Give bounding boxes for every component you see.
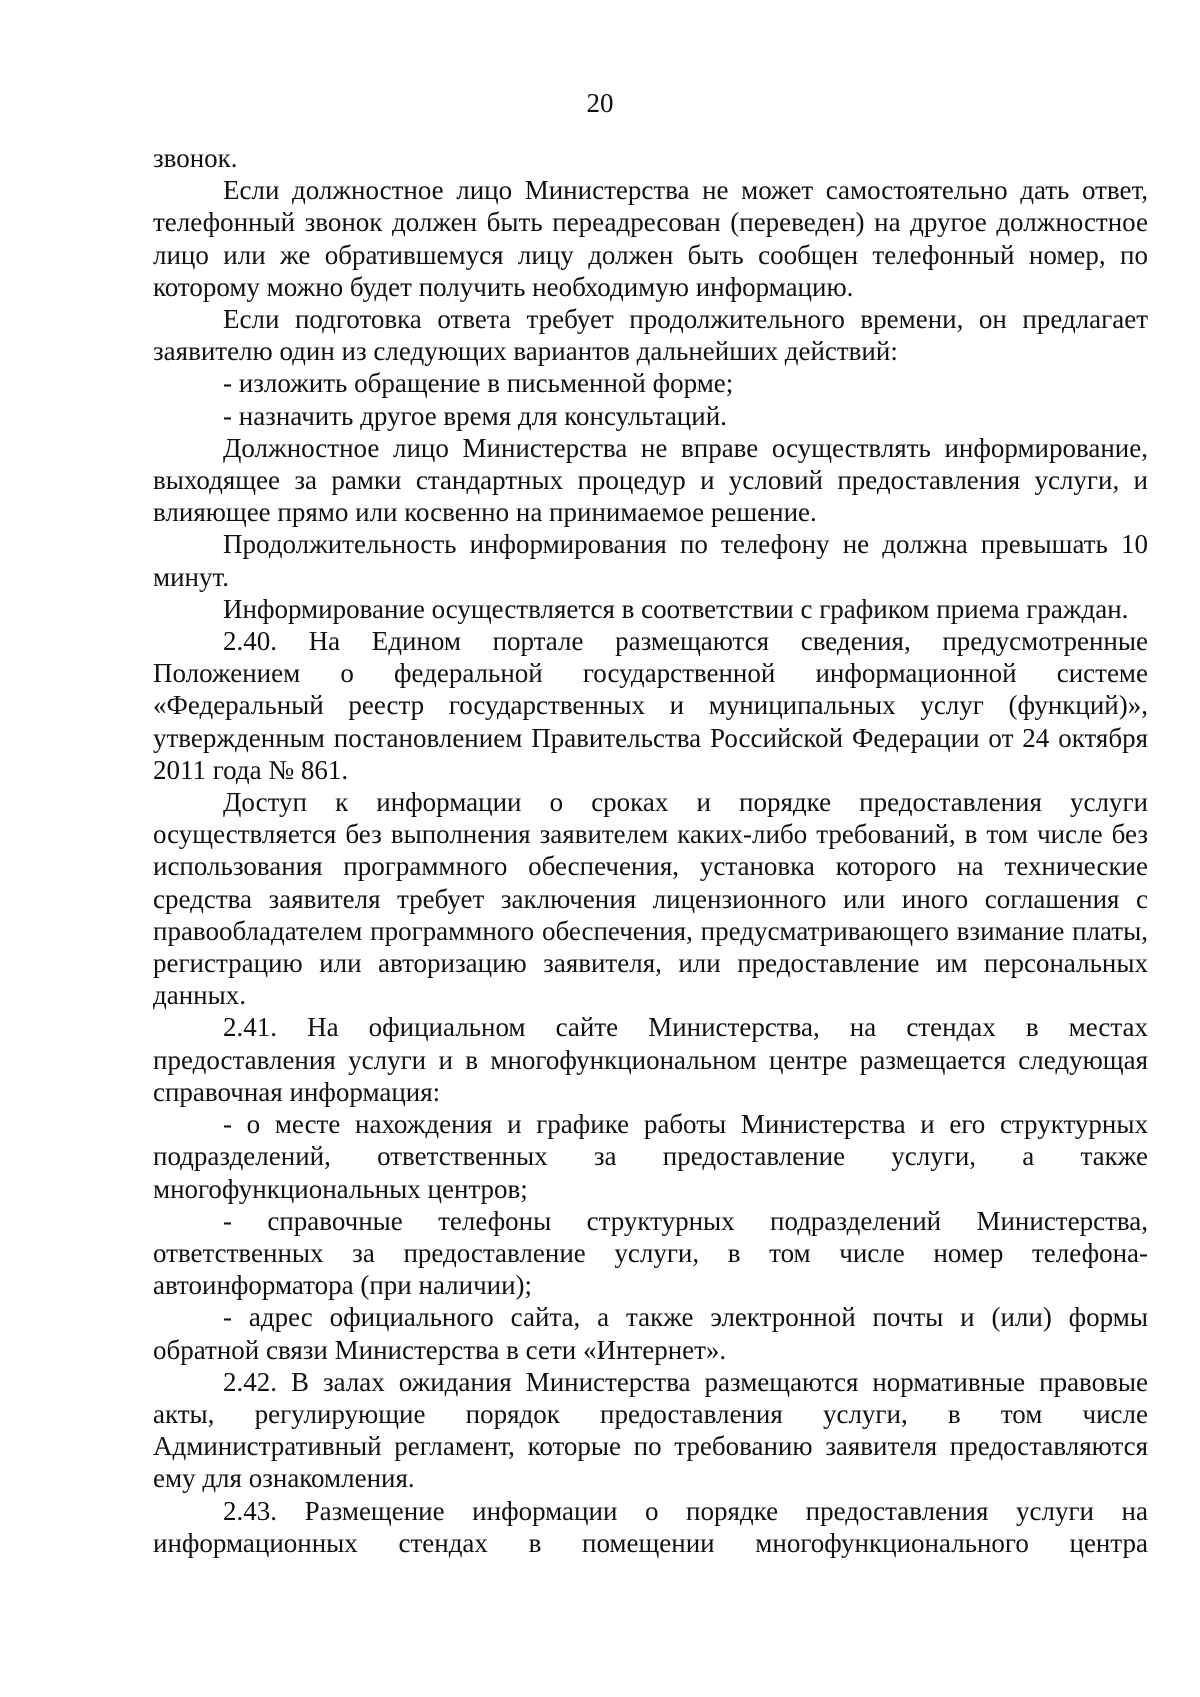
paragraph-informing-limits: Должностное лицо Министерства не вправе осуществлять информирование, выходящее за рамки стандартных процедур и условий предоставления услуги, и влияющее прямо или косвенно на принимаемое решение. <box>153 432 1148 528</box>
paragraph-continuation: звонок. <box>153 143 238 173</box>
document-body <box>153 142 1148 1559</box>
paragraph-schedule: Информирование осуществляется в соответствии с графиком приема граждан. <box>223 593 1129 624</box>
list-item-other-time: - назначить другое время для консультаций. <box>223 400 727 431</box>
paragraph-access-info: Доступ к информации о сроках и порядке предоставления услуги осуществляется без выполнения заявителем каких-либо требований, в том числе без использования программного обеспечения, установка которого на технические средства заявителя требует заключения лицензионного или иного соглашения с правообладателем программного обеспечения, предусматривающего взимание платы, регистрацию или авторизацию заявителя, или предоставление им персональных данных. <box>153 787 1148 1011</box>
paragraph-duration: Продолжительность информирования по телефону не должна превышать 10 минут. <box>153 529 1148 592</box>
section-2-43: 2.43. Размещение информации о порядке предоставления услуги на информационных стендах в помещении многофункционального центра <box>153 1495 1148 1558</box>
section-2-40: 2.40. На Едином портале размещаются сведения, предусмотренные Положением о федеральной государственной информационной системе «Федеральный реестр государственных и муниципальных услуг (функций)», утвержденным постановлением Правительства Российской Федерации от 24 октября 2011 года № 861. <box>153 626 1148 785</box>
list-item-written-form: - изложить обращение в письменной форме; <box>223 368 734 399</box>
list-item-location: - о месте нахождения и графике работы Министерства и его структурных подразделений, ответственных за предоставление услуги, а также многофункциональных центров; <box>153 1109 1148 1204</box>
page-number: 20 <box>586 88 614 118</box>
list-item-website: - адрес официального сайта, а также электронной почты и (или) формы обратной связи Министерства в сети «Интернет». <box>153 1302 1148 1365</box>
section-2-41: 2.41. На официальном сайте Министерства, на стендах в местах предоставления услуги и в многофункциональном центре размещается следующая справочная информация: <box>153 1012 1148 1107</box>
paragraph-long-response: Если подготовка ответа требует продолжительного времени, он предлагает заявителю один из следующих вариантов дальнейших действий: <box>153 304 1148 367</box>
paragraph-redirect-call: Если должностное лицо Министерства не может самостоятельно дать ответ, телефонный звонок должен быть переадресован (переведен) на другое должностное лицо или же обратившемуся лицу должен быть сообщен телефонный номер, по которому можно будет получить необходимую информацию. <box>153 175 1148 302</box>
list-item-phones: - справочные телефоны структурных подразделений Министерства, ответственных за предоставление услуги, в том числе номер телефона-автоинформатора (при наличии); <box>153 1205 1148 1301</box>
section-2-42: 2.42. В залах ожидания Министерства размещаются нормативные правовые акты, регулирующие порядок предоставления услуги, в том числе Административный регламент, которые по требованию заявителя предоставляются ему для ознакомления. <box>153 1366 1148 1494</box>
